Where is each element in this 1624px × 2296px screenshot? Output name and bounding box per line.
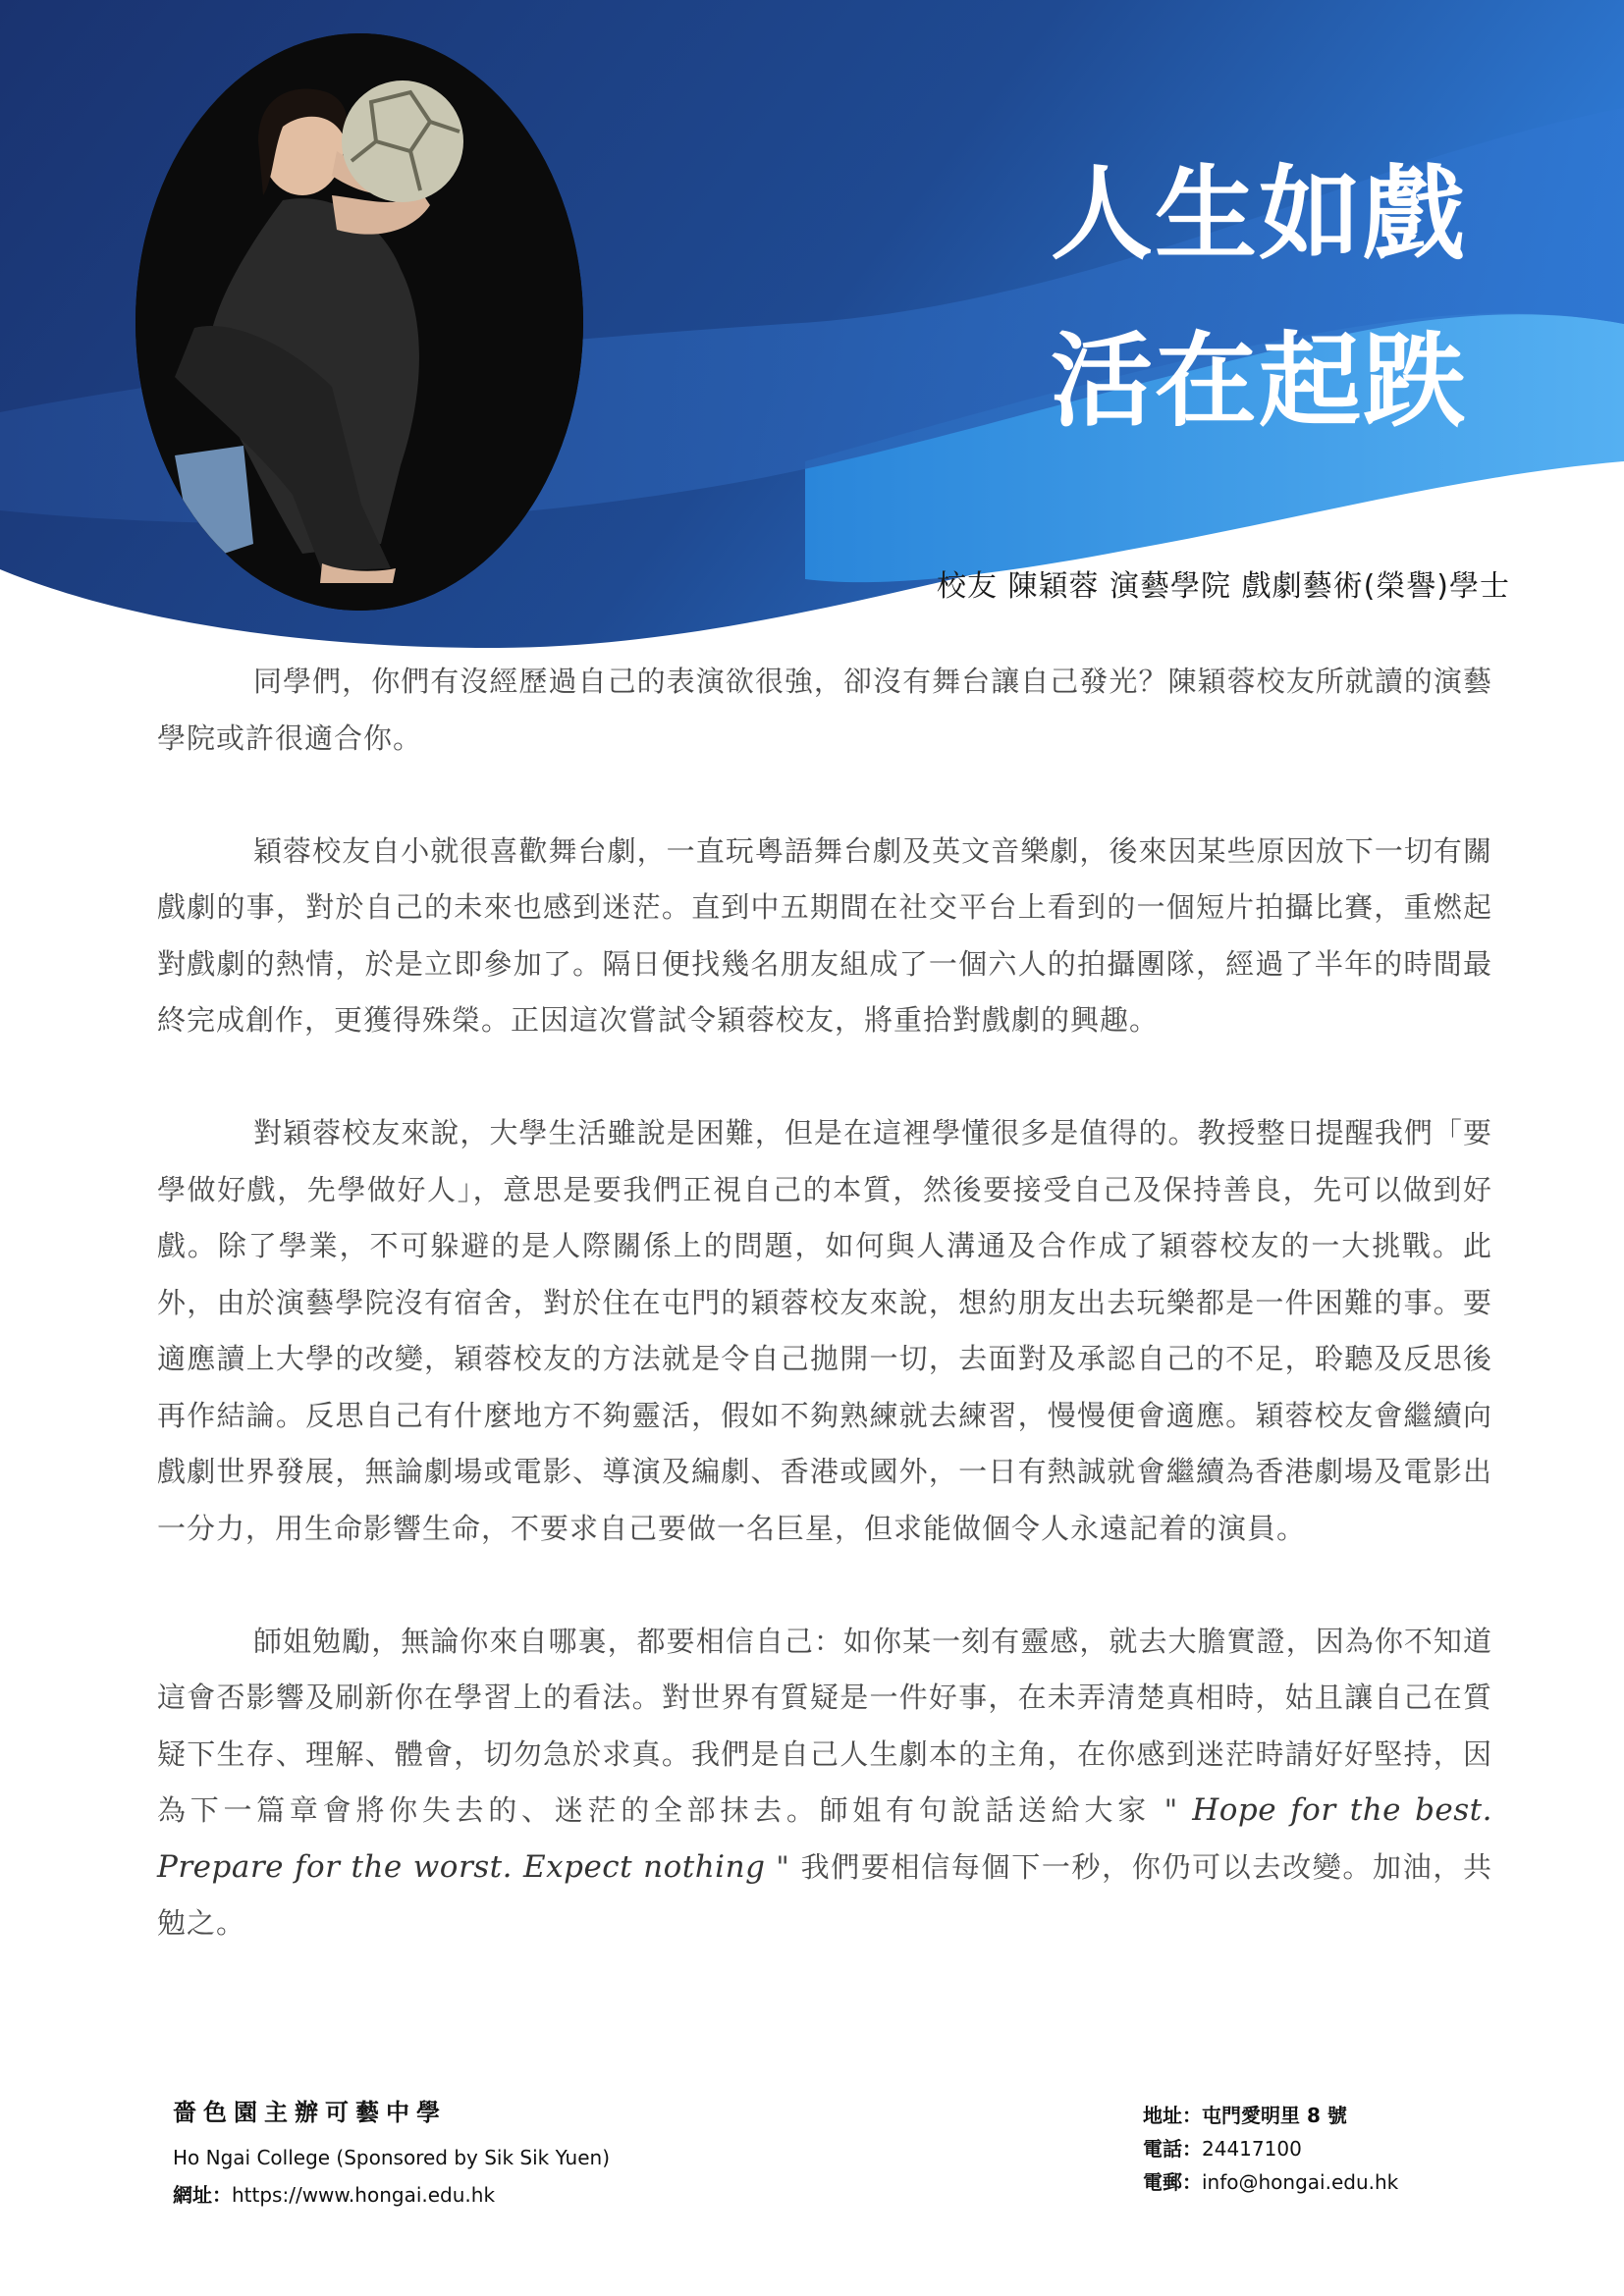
school-website xyxy=(173,2179,610,2208)
website-label: 網址： xyxy=(173,2183,232,2207)
page-title-line-2: 活在起跌 xyxy=(1051,321,1468,441)
email-label: 電郵： xyxy=(1143,2170,1202,2194)
student-performer-holding-ball-icon xyxy=(135,33,583,611)
email-row xyxy=(1143,2165,1398,2199)
school-name-english: Ho Ngai College (Sponsored by Sik Sik Yuen) xyxy=(173,2146,610,2169)
phone-label: 電話： xyxy=(1143,2137,1202,2161)
paragraph-4 xyxy=(157,1614,1492,1952)
school-contact xyxy=(1143,2099,1398,2199)
phone-row xyxy=(1143,2132,1398,2165)
website-link[interactable]: https://www.hongai.edu.hk xyxy=(232,2183,496,2207)
paragraph-2: 穎蓉校友自小就很喜歡舞台劇，一直玩粵語舞台劇及英文音樂劇，後來因某些原因放下一切有關戲劇的事，對於自己的未來也感到迷茫。直到中五期間在社交平台上看到的一個短片拍攝比賽，重燃起對戲劇的熱情，於是立即參加了。隔日便找幾名朋友組成了一個六人的拍攝團隊，經過了半年的時間最終完成創作，更獲得殊榮。正因這次嘗試令穎蓉校友，將重拾對戲劇的興趣。 xyxy=(157,833,1492,1037)
address-value: 屯門愛明里 8 號 xyxy=(1202,2104,1347,2127)
alumni-byline: 校友 陳穎蓉 演藝學院 戲劇藝術(榮譽)學士 xyxy=(936,569,1510,604)
address-row xyxy=(1143,2099,1398,2132)
school-info xyxy=(173,2093,610,2208)
article-body xyxy=(157,654,1492,1952)
paragraph-4-after-motto: " 我們要相信每個下一秒，你仍可以去改變。加油，共勉之。 xyxy=(157,1849,1492,1940)
paragraph-3: 對穎蓉校友來說，大學生活雖說是困難，但是在這裡學懂很多是值得的。教授整日提醒我們「要學做好戲，先學做好人」，意思是要我們正視自己的本質，然後要接受自己及保持善良，先可以做到好戲。除了學業，不可躲避的是人際關係上的問題，如何與人溝通及合作成了穎蓉校友的一大挑戰。此外，由於演藝學院沒有宿舍，對於住在屯門的穎蓉校友來說，想約朋友出去玩樂都是一件困難的事。要適應讀上大學的改變，穎蓉校友的方法就是令自己拋開一切，去面對及承認自己的不足，聆聽及反思後再作結論。反思自己有什麼地方不夠靈活，假如不夠熟練就去練習，慢慢便會適應。穎蓉校友會繼續向戲劇世界發展，無論劇場或電影、導演及編劇、香港或國外，一日有熱誠就會繼續為香港劇場及電影出一分力，用生命影響生命，不要求自己要做一名巨星，但求能做個令人永遠記着的演員。 xyxy=(157,1116,1492,1545)
email-link[interactable]: info@hongai.edu.hk xyxy=(1202,2170,1399,2194)
school-name-chinese: 嗇色園主辦可藝中學 xyxy=(173,2099,447,2126)
phone-value: 24417100 xyxy=(1202,2137,1302,2161)
paragraph-1: 同學們，你們有沒經歷過自己的表演欲很強，卻沒有舞台讓自己發光？陳穎蓉校友所就讀的演藝學院或許很適合你。 xyxy=(157,665,1492,755)
address-label: 地址： xyxy=(1143,2104,1202,2127)
page-title-line-1: 人生如戲 xyxy=(1051,154,1468,274)
motto-quote: Hope for the best. Prepare for the worst. Expect nothing xyxy=(157,1792,1492,1885)
paragraph-4-before-motto: 師姐勉勵，無論你來自哪裏，都要相信自己：如你某一刻有靈感，就去大膽實證，因為你不知道這會否影響及刷新你在學習上的看法。對世界有質疑是一件好事，在未弄清楚真相時，姑且讓自己在質疑下生存、理解、體會，切勿急於求真。我們是自己人生劇本的主角，在你感到迷茫時請好好堅持，因為下一篇章會將你失去的、迷茫的全部抹去。師姐有句說話送給大家 " xyxy=(157,1624,1492,1827)
student-photo xyxy=(135,33,583,611)
